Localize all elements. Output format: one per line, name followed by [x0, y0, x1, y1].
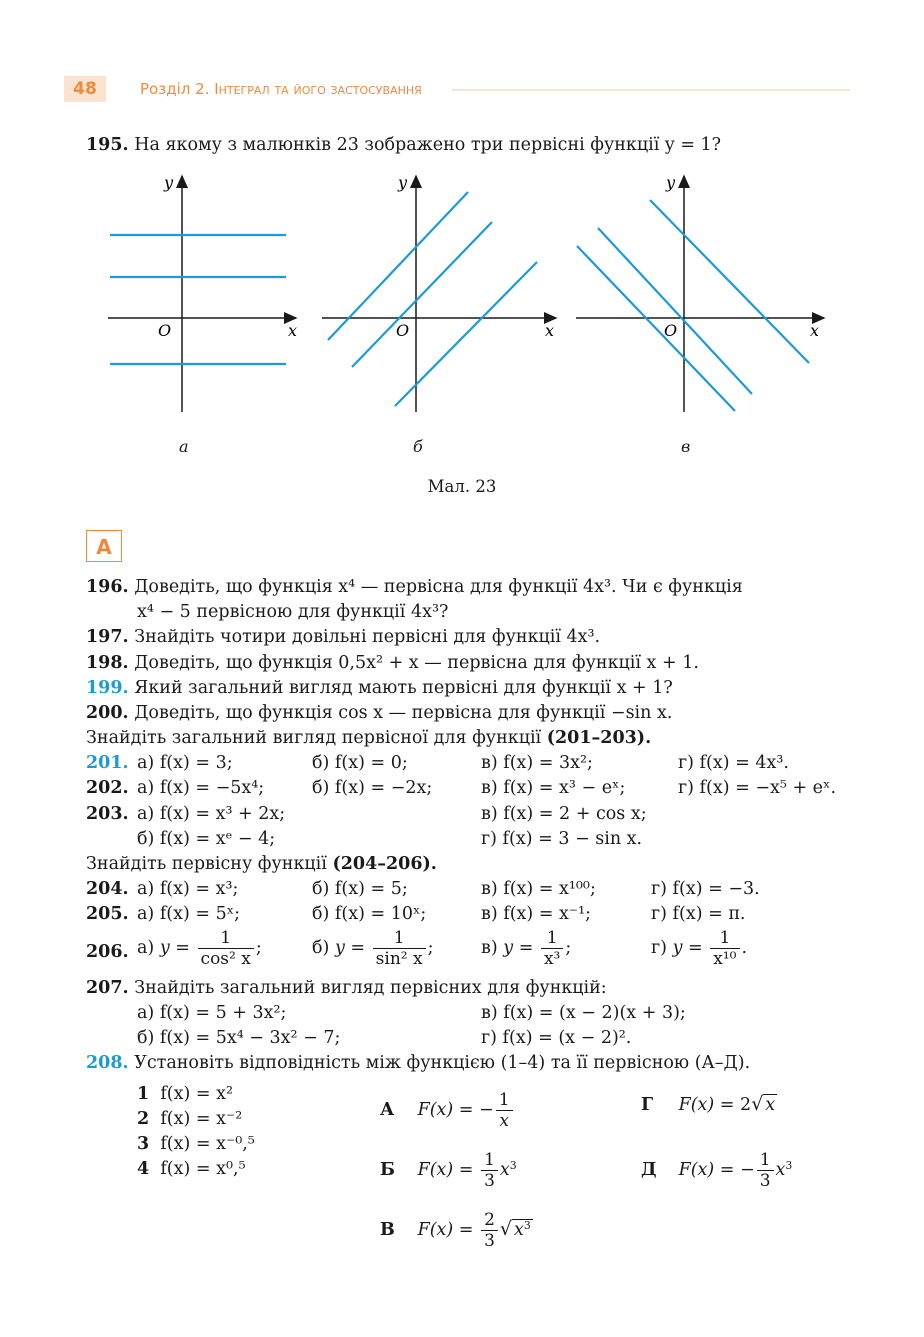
exercise-number: 201.: [86, 753, 129, 773]
section-prefix: Розділ 2.: [140, 80, 210, 98]
fraction: [710, 928, 739, 969]
exercise-197: [86, 625, 600, 649]
origin-label-a: O: [158, 321, 172, 340]
answer-letter: А: [380, 1100, 395, 1120]
denominator: x³: [541, 948, 563, 969]
numerator: 1: [393, 928, 405, 948]
exercise-196-cont: x⁴ − 5 первісною для функції 4x³?: [137, 602, 449, 622]
exercise-number: 208.: [86, 1053, 129, 1073]
answer-V: В F(x) = $\frac{2}{3}$ √ $x^3$: [380, 1210, 531, 1251]
instruction-204-206: [86, 852, 437, 876]
function-expr: f(x) = x⁰,⁵: [160, 1159, 246, 1179]
denominator: x¹⁰: [710, 948, 739, 969]
fraction: $\frac{1}{3}$: [481, 1150, 498, 1191]
fraction: [373, 928, 426, 969]
exercise-number: 197.: [86, 627, 129, 647]
function-number: 2: [137, 1109, 150, 1129]
exercise-text: Установіть відповідність між функцією (1–4) та її первісною (А–Д).: [134, 1053, 751, 1073]
function-2: [137, 1107, 242, 1131]
answer-A: А F(x) = − $\frac{1}{x}$: [380, 1090, 515, 1131]
exercise-number: 206.: [86, 942, 129, 962]
exercise-201: [86, 751, 129, 775]
exercise-text: Знайдіть загальний вигляд первісних для функцій:: [134, 978, 607, 998]
item-a: а) f(x) = −5x⁴;: [137, 778, 265, 798]
exercise-number: 207.: [86, 978, 129, 998]
fraction: [198, 928, 254, 969]
exercise-number: 204.: [86, 879, 129, 899]
answer-letter: Б: [380, 1160, 395, 1180]
function-4: [137, 1157, 246, 1181]
figure-caption: Мал. 23: [427, 477, 497, 496]
exercise-200: [86, 701, 672, 725]
answer-G: Г F(x) = 2√ x: [641, 1093, 776, 1115]
exercise-208: [86, 1051, 750, 1075]
axis-y-label-v: y: [666, 173, 676, 192]
instruction-text: Знайдіть загальний вигляд первісної для функції: [86, 728, 542, 748]
item-d: г) f(x) = 3 − sin x.: [481, 829, 643, 849]
axis-y-label-a: y: [164, 173, 174, 192]
axis-y-label-b: y: [398, 173, 408, 192]
function-1: [137, 1082, 233, 1106]
page-header: [0, 0, 924, 100]
header-rule: [452, 89, 850, 91]
page-number: 48: [64, 76, 106, 102]
item-label: а): [137, 938, 155, 958]
function-expr: f(x) = x⁻²: [160, 1109, 243, 1129]
exercise-text: Який загальний вигляд мають первісні для функції x + 1?: [134, 678, 673, 698]
item-d: г) f(x) = −3.: [651, 879, 760, 899]
lhs: y =: [159, 938, 190, 958]
answer-lhs: F(x) =: [678, 1160, 735, 1180]
item-c: в) f(x) = (x − 2)(x + 3);: [481, 1003, 686, 1023]
answer-letter: Д: [641, 1160, 657, 1180]
answer-lhs: F(x) =: [417, 1160, 474, 1180]
item-d: г) y = $\frac{1}{\text{x¹⁰}}$ .: [651, 928, 748, 969]
axis-x-label-v: x: [810, 321, 820, 340]
origin-label-v: O: [664, 321, 678, 340]
fraction: [541, 928, 563, 969]
item-b: б) f(x) = 0;: [312, 753, 408, 773]
answer-letter: В: [380, 1220, 395, 1240]
item-d: г) f(x) = −x⁵ + eˣ.: [678, 778, 837, 798]
item-b: б) f(x) = 10ˣ;: [312, 904, 427, 924]
answer-letter: Г: [641, 1095, 654, 1115]
figure-label-b: б: [413, 437, 423, 456]
panel-a: [108, 176, 296, 412]
axis-x-label-a: x: [288, 321, 298, 340]
answer-lhs: F(x) =: [417, 1220, 474, 1240]
instruction-201-203: [86, 726, 651, 750]
item-label: г): [651, 938, 667, 958]
exercise-text: На якому з малюнків 23 зображено три первісні функції y = 1?: [134, 135, 722, 155]
exercise-number: 205.: [86, 904, 129, 924]
exercise-204: [86, 877, 129, 901]
instruction-range: (201–203).: [546, 728, 652, 748]
exercise-number: 200.: [86, 703, 129, 723]
exercise-number: 196.: [86, 577, 129, 597]
exercise-number: 195.: [86, 135, 129, 155]
section-title: [140, 78, 422, 100]
section-name: Інтеграл та його застосування: [214, 80, 422, 98]
item-d: г) f(x) = π.: [651, 904, 746, 924]
exercise-202: [86, 776, 129, 800]
item-a: а) f(x) = x³;: [137, 879, 239, 899]
item-b: б) f(x) = 5x⁴ − 3x² − 7;: [137, 1028, 341, 1048]
item-b: б) f(x) = −2x;: [312, 778, 433, 798]
answer-lhs: F(x) =: [417, 1100, 474, 1120]
lhs: y =: [503, 938, 534, 958]
item-a: а) f(x) = 5 + 3x²;: [137, 1003, 287, 1023]
exercise-203: [86, 802, 129, 826]
answer-B: Б F(x) = $\frac{1}{3}$ $x^3$: [380, 1150, 517, 1191]
item-a: а) f(x) = 5ˣ;: [137, 904, 241, 924]
item-c: в) f(x) = x⁻¹;: [481, 904, 592, 924]
numerator: 1: [719, 928, 731, 948]
instruction-text: Знайдіть первісну функції: [86, 854, 327, 874]
answer-lhs: F(x) =: [678, 1095, 735, 1115]
fraction: $\frac{1}{x}$: [496, 1090, 513, 1131]
exercise-198: [86, 651, 699, 675]
lhs: y =: [672, 938, 703, 958]
function-number: 4: [137, 1159, 150, 1179]
figure-23: [100, 168, 860, 468]
exercise-number: 199.: [86, 678, 129, 698]
exercise-number: 198.: [86, 653, 129, 673]
denominator: cos² x: [198, 948, 254, 969]
item-c: в) f(x) = 2 + cos x;: [481, 804, 647, 824]
exercise-199: [86, 676, 673, 700]
item-a: а) f(x) = 3;: [137, 753, 233, 773]
item-label: в): [481, 938, 498, 958]
item-d: г) f(x) = (x − 2)².: [481, 1028, 632, 1048]
item-d: г) f(x) = 4x³.: [678, 753, 789, 773]
exercise-number: 202.: [86, 778, 129, 798]
item-c: в) f(x) = 3x²;: [481, 753, 593, 773]
origin-label-b: O: [396, 321, 410, 340]
instruction-range: (204–206).: [332, 854, 437, 874]
function-number: 3: [137, 1134, 150, 1154]
fraction: $\frac{2}{3}$: [481, 1210, 498, 1251]
exercise-195: [86, 133, 721, 157]
panel-b: [322, 176, 556, 412]
item-c: в) y = $\frac{1}{\text{x³}}$ ;: [481, 928, 572, 969]
level-badge: А: [86, 530, 122, 562]
lhs: y =: [334, 938, 366, 958]
item-a: а) f(x) = x³ + 2x;: [137, 804, 286, 824]
exercise-number: 203.: [86, 804, 129, 824]
numerator: 1: [546, 928, 558, 948]
exercise-text: Доведіть, що функція cos x — первісна для функції −sin x.: [134, 703, 673, 723]
item-a: а) y = $\frac{1}{\text{cos² x}}$ ;: [137, 928, 262, 969]
exercise-207: [86, 976, 607, 1000]
exercise-text: Доведіть, що функція 0,5x² + x — первісна для функції x + 1.: [134, 653, 699, 673]
item-b: б) y = $\frac{1}{\text{sin² x}}$ ;: [312, 928, 434, 969]
exercise-206: [86, 940, 129, 964]
item-c: в) f(x) = x¹⁰⁰;: [481, 879, 596, 899]
answer-D: Д F(x) = − $\frac{1}{3}$ $x^3$: [641, 1150, 793, 1191]
item-label: б): [312, 938, 330, 958]
fraction: $\frac{1}{3}$: [757, 1150, 774, 1191]
function-number: 1: [137, 1084, 150, 1104]
denominator: sin² x: [373, 948, 426, 969]
function-expr: f(x) = x²: [160, 1084, 234, 1104]
function-3: [137, 1132, 255, 1156]
item-c: в) f(x) = x³ − eˣ;: [481, 778, 626, 798]
exercise-196: [86, 575, 743, 599]
axis-x-label-b: x: [545, 321, 555, 340]
function-expr: f(x) = x⁻⁰,⁵: [160, 1134, 255, 1154]
item-b: б) f(x) = xᵉ − 4;: [137, 829, 276, 849]
figure-label-a: а: [179, 437, 189, 456]
exercise-text: Знайдіть чотири довільні первісні для функції 4x³.: [134, 627, 601, 647]
figure-label-v: в: [681, 437, 691, 456]
panel-v: [576, 176, 824, 412]
exercise-text: Доведіть, що функція x⁴ — первісна для функції 4x³. Чи є функція: [134, 577, 743, 597]
item-b: б) f(x) = 5;: [312, 879, 408, 899]
numerator: 1: [220, 928, 232, 948]
exercise-205: [86, 902, 129, 926]
